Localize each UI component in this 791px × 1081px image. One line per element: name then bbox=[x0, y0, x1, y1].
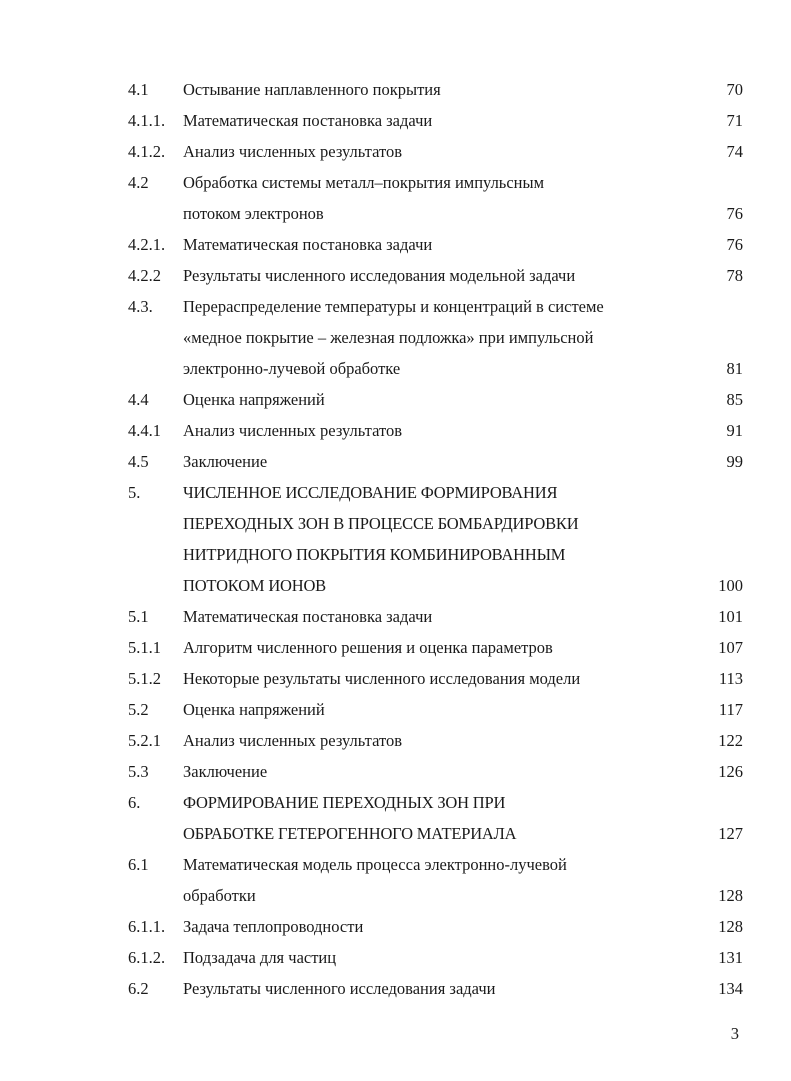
toc-page: 128 bbox=[718, 886, 743, 905]
toc-title: Обработка системы металл–покрытия импульсным bbox=[183, 173, 545, 192]
toc-page: 131 bbox=[718, 948, 743, 967]
toc-page: 76 bbox=[726, 235, 743, 254]
toc-row bbox=[0, 421, 791, 452]
toc-row bbox=[0, 607, 791, 638]
toc-row bbox=[0, 917, 791, 948]
toc-page: 99 bbox=[726, 452, 743, 471]
toc-title: Подзадача для частиц bbox=[183, 948, 337, 967]
toc-title: Алгоритм численного решения и оценка параметров bbox=[183, 638, 553, 657]
toc-title: Математическая постановка задачи bbox=[183, 111, 433, 130]
toc-page: 134 bbox=[718, 979, 743, 998]
toc-row bbox=[0, 793, 791, 824]
page-number: 3 bbox=[730, 1024, 739, 1043]
toc-title: Анализ численных результатов bbox=[183, 731, 402, 750]
toc-title: Перераспределение температуры и концентраций в системе bbox=[183, 297, 604, 316]
toc-row bbox=[0, 948, 791, 979]
toc-title: Результаты численного исследования задачи bbox=[183, 979, 496, 998]
toc-number: 6.1.1. bbox=[128, 917, 166, 936]
toc-title: электронно-лучевой обработке bbox=[183, 359, 401, 378]
toc-number: 5.1.1 bbox=[128, 638, 161, 657]
toc-number: 6. bbox=[128, 793, 141, 812]
toc-title: Математическая постановка задачи bbox=[183, 235, 433, 254]
toc-title: «медное покрытие – железная подложка» при импульсной bbox=[183, 328, 594, 347]
toc-number: 5.2 bbox=[128, 700, 149, 719]
toc-row bbox=[0, 855, 791, 886]
toc-title: Анализ численных результатов bbox=[183, 142, 402, 161]
toc-row bbox=[0, 979, 791, 1010]
toc-page: 122 bbox=[718, 731, 743, 750]
toc-title: Заключение bbox=[183, 452, 268, 471]
toc-page: 127 bbox=[718, 824, 743, 843]
toc-title: ЧИСЛЕННОЕ ИССЛЕДОВАНИЕ ФОРМИРОВАНИЯ bbox=[183, 483, 558, 502]
toc-number: 6.2 bbox=[128, 979, 149, 998]
toc-title: Задача теплопроводности bbox=[183, 917, 364, 936]
toc-page: 85 bbox=[726, 390, 743, 409]
toc-title: ПЕРЕХОДНЫХ ЗОН В ПРОЦЕССЕ БОМБАРДИРОВКИ bbox=[183, 514, 579, 533]
toc-page: 91 bbox=[726, 421, 743, 440]
toc-title: Математическая постановка задачи bbox=[183, 607, 433, 626]
toc-title: ПОТОКОМ ИОНОВ bbox=[183, 576, 326, 595]
toc-number: 4.1 bbox=[128, 80, 149, 99]
toc-number: 6.1.2. bbox=[128, 948, 166, 967]
toc-row bbox=[0, 204, 791, 235]
toc-title: ФОРМИРОВАНИЕ ПЕРЕХОДНЫХ ЗОН ПРИ bbox=[183, 793, 506, 812]
toc-row bbox=[0, 638, 791, 669]
toc-page: 113 bbox=[718, 669, 743, 688]
toc-row bbox=[0, 700, 791, 731]
toc-title: Оценка напряжений bbox=[183, 700, 325, 719]
toc-title: Результаты численного исследования модельной задачи bbox=[183, 266, 576, 285]
toc-number: 4.4.1 bbox=[128, 421, 161, 440]
toc-number: 4.1.2. bbox=[128, 142, 166, 161]
toc-row bbox=[0, 762, 791, 793]
toc-row bbox=[0, 266, 791, 297]
toc-title: обработки bbox=[183, 886, 256, 905]
toc-title: ОБРАБОТКЕ ГЕТЕРОГЕННОГО МАТЕРИАЛА bbox=[183, 824, 517, 843]
toc-number: 5.2.1 bbox=[128, 731, 161, 750]
toc-title: Анализ численных результатов bbox=[183, 421, 402, 440]
toc-row bbox=[0, 297, 791, 328]
toc-row bbox=[0, 545, 791, 576]
toc-row bbox=[0, 390, 791, 421]
toc-page: 70 bbox=[726, 80, 743, 99]
toc-row bbox=[0, 514, 791, 545]
toc-page: 117 bbox=[718, 700, 743, 719]
toc-row bbox=[0, 669, 791, 700]
toc-number: 4.4 bbox=[128, 390, 149, 409]
toc-row bbox=[0, 173, 791, 204]
toc-row bbox=[0, 731, 791, 762]
toc-page: 128 bbox=[718, 917, 743, 936]
toc-row bbox=[0, 483, 791, 514]
toc-page: 78 bbox=[726, 266, 743, 285]
toc-number: 4.2 bbox=[128, 173, 149, 192]
toc-row bbox=[0, 142, 791, 173]
toc-title: Некоторые результаты численного исследования модели bbox=[183, 669, 581, 688]
toc-title: Математическая модель процесса электронно-лучевой bbox=[183, 855, 567, 874]
toc-page: 101 bbox=[718, 607, 743, 626]
toc-page: 100 bbox=[718, 576, 743, 595]
toc-number: 4.2.2 bbox=[128, 266, 161, 285]
toc-title: Остывание наплавленного покрытия bbox=[183, 80, 441, 99]
toc-number: 5.1 bbox=[128, 607, 149, 626]
toc-number: 5.1.2 bbox=[128, 669, 161, 688]
toc-row bbox=[0, 452, 791, 483]
toc-number: 4.3. bbox=[128, 297, 153, 316]
toc-title: Оценка напряжений bbox=[183, 390, 325, 409]
toc-row bbox=[0, 824, 791, 855]
toc-row bbox=[0, 328, 791, 359]
toc-row bbox=[0, 235, 791, 266]
toc-number: 6.1 bbox=[128, 855, 149, 874]
toc-page: 74 bbox=[726, 142, 743, 161]
toc-number: 5.3 bbox=[128, 762, 149, 781]
toc-row bbox=[0, 80, 791, 111]
toc-number: 4.5 bbox=[128, 452, 149, 471]
toc-row bbox=[0, 111, 791, 142]
toc-row bbox=[0, 886, 791, 917]
toc-row bbox=[0, 576, 791, 607]
toc-row bbox=[0, 359, 791, 390]
toc-page: 76 bbox=[726, 204, 743, 223]
toc-page: 107 bbox=[718, 638, 743, 657]
toc-page: 71 bbox=[726, 111, 743, 130]
toc-page: 126 bbox=[718, 762, 743, 781]
toc-number: 4.1.1. bbox=[128, 111, 166, 130]
toc-title: Заключение bbox=[183, 762, 268, 781]
toc-number: 5. bbox=[128, 483, 141, 502]
toc-title: НИТРИДНОГО ПОКРЫТИЯ КОМБИНИРОВАННЫМ bbox=[183, 545, 566, 564]
toc-title: потоком электронов bbox=[183, 204, 324, 223]
toc-number: 4.2.1. bbox=[128, 235, 166, 254]
toc-page: 81 bbox=[726, 359, 743, 378]
